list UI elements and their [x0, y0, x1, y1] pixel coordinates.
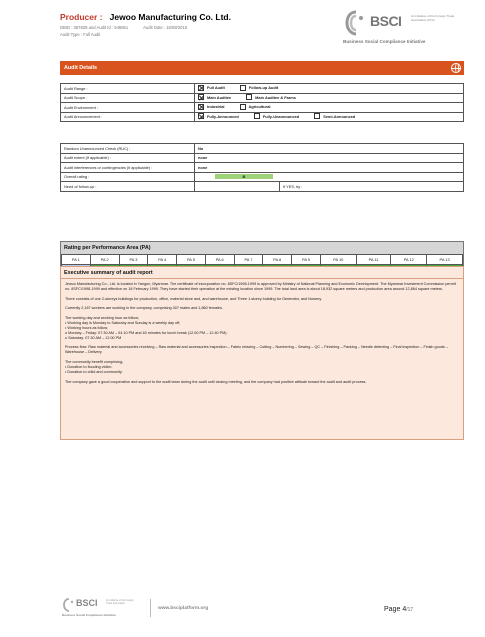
- extent-label: Audit extent (if applicable) :: [61, 153, 195, 163]
- audit-details-bar: [60, 61, 464, 75]
- overall-rating-cell: [195, 172, 464, 182]
- option-fully-unannounced: Fully-Unannounced: [254, 113, 299, 119]
- logo-brand: BSCI: [370, 13, 402, 29]
- company-name: Jewoo Manufacturing Co. Ltd.: [109, 12, 231, 22]
- audit-range-row: [61, 84, 464, 94]
- overall-rating-label: Overall rating :: [61, 172, 195, 182]
- checkbox-empty-icon: [240, 104, 246, 110]
- summary-paragraph: Jewoo Manufacturing Co., Ltd. is located in Yangon, Myanmar. The certificate of incorporation no. 8SFC/1998-1999 is approved by Ministry of National Planning and Economic Development. The Myanmar Investment Commission permit no. 8SFC/1998-1999 and effective on 18 February 1999. They have started their operation at the existing location since 1999. The total land area is about 18,932 square meters and production area around 12,864 square meters.: [65, 282, 456, 291]
- audit-announcement-row: [61, 112, 464, 122]
- pa-header-cell: PA 6: [205, 255, 234, 265]
- bsci-emblem-icon: [62, 598, 76, 612]
- checkbox-checked-icon: [198, 113, 204, 119]
- pa-header-cell: PA 12: [391, 255, 427, 265]
- option-follow-up-audit: Follow-up Audit: [240, 85, 278, 91]
- footer-divider: [150, 599, 151, 617]
- option-fully-announced: Fully-Announced: [198, 113, 239, 119]
- option-main-auditee: Main Auditee: [198, 94, 231, 100]
- summary-paragraph: Currently 2,167 workers are working in the company, comprising 307 males and 1,860 females.: [65, 306, 223, 311]
- audit-environment-options: [195, 103, 464, 113]
- footer-tagline: An initiative of the Foreign Trade Association: [106, 599, 134, 605]
- pa-header-cell: PA 7: [234, 255, 263, 265]
- pa-header-cell: PA 2: [90, 255, 119, 265]
- globe-icon: [451, 63, 461, 73]
- pa-header-cell: PA 11: [356, 255, 391, 265]
- overall-rating-badge: B: [215, 174, 273, 179]
- pa-header-cell: PA 9: [292, 255, 321, 265]
- audit-announcement-options: [195, 112, 464, 122]
- footer-brand: BSCI: [76, 598, 98, 608]
- checkbox-checked-icon: [198, 94, 204, 100]
- option-semi-announced: Semi-Announced: [314, 113, 355, 119]
- audit-type: Audit Type : Full Audit: [60, 32, 101, 37]
- audit-announcement-label: Audit Announcement :: [61, 112, 195, 122]
- checkbox-checked-icon: [198, 104, 204, 110]
- checkbox-empty-icon: [240, 85, 246, 91]
- pa-header-cell: PA 1: [62, 255, 91, 265]
- option-main-auditee-farms: Main Auditee & Farms: [246, 94, 296, 100]
- audit-details-table: [60, 83, 464, 122]
- audit-environment-row: [61, 103, 464, 113]
- option-industrial: Industrial: [198, 104, 225, 110]
- audit-date: Audit Date : 16/08/2016: [143, 25, 188, 30]
- checkbox-empty-icon: [246, 94, 252, 100]
- follow-up-row: [61, 182, 464, 192]
- bsci-logo: [343, 10, 453, 48]
- ruc-value: No: [195, 144, 464, 154]
- pa-header-cell: PA 4: [148, 255, 177, 265]
- extent-value: none: [195, 153, 464, 163]
- footer-subtitle: Business Social Compliance Initiative: [62, 613, 116, 617]
- page-total: /17: [406, 607, 414, 613]
- performance-area-header-row: [62, 255, 463, 265]
- extent-row: [61, 153, 464, 163]
- checkbox-empty-icon: [254, 113, 260, 119]
- footer-bsci-logo: [62, 598, 152, 620]
- summary-paragraph: The company gave a good cooperation and support to the audit team during the audit until closing meeting, and the company had positive attitude toward the audit and audit process.: [65, 379, 367, 384]
- interferences-value: none: [195, 163, 464, 173]
- summary-paragraph: There consists of one 2-storeys buildings for production, office, material store and, and warehouse, and Three 1-storey building for Generator, and Nursery.: [65, 296, 323, 301]
- pa-header-cell: PA 5: [177, 255, 206, 265]
- logo-subtitle: Business Social Compliance Initiative: [343, 39, 426, 44]
- audit-scope-row: [61, 93, 464, 103]
- executive-summary: [60, 266, 464, 440]
- ruc-label: Random Unannounced Check (RUC) :: [61, 144, 195, 154]
- page-current: 4: [402, 606, 407, 613]
- page-number: [384, 606, 413, 613]
- option-full-audit: Full Audit: [198, 85, 225, 91]
- dbid-text: DBID : 387828 and Audit Id : 546651: [60, 25, 129, 30]
- audit-range-label: Audit Range :: [61, 84, 195, 94]
- ruc-row: [61, 144, 464, 154]
- audit-range-options: [195, 84, 464, 94]
- performance-area-title: Rating per Performance Area (PA): [61, 242, 463, 254]
- pa-header-cell: PA 13: [427, 255, 463, 265]
- executive-summary-title: Executive summary of audit report: [61, 267, 463, 279]
- pa-header-cell: PA 10: [320, 255, 356, 265]
- option-agricultural: Agricultural: [240, 104, 271, 110]
- checkbox-checked-icon: [198, 85, 204, 91]
- audit-environment-label: Audit Environment :: [61, 103, 195, 113]
- footer-url-link[interactable]: www.bsciplatform.org: [158, 606, 209, 611]
- if-yes-label: If YES, by :: [283, 183, 303, 189]
- audit-scope-options: [195, 93, 464, 103]
- overall-rating-row: [61, 172, 464, 182]
- logo-tagline: An initiative of the Foreign Trade Association (FTA): [411, 14, 455, 22]
- audit-details-title: Audit Details: [64, 65, 97, 71]
- summary-paragraph: Process flow: Raw material and accessories receiving – Raw material and accessories inspection – Fabric relaxing – Cutting – Numbering – Sewing – QC – Finishing – Packing – Needle detecting – Final inspection – Finish goods – Warehouse – Delivery: [65, 345, 448, 355]
- executive-summary-body: [61, 279, 463, 392]
- audit-scope-label: Audit Scope :: [61, 93, 195, 103]
- page-label: Page: [384, 606, 401, 613]
- pa-header-cell: PA 8: [263, 255, 292, 265]
- bsci-emblem-icon: [343, 10, 369, 36]
- summary-paragraph: The working day and working hour as follow; • Working day is Monday to Saturday and Sunday is a weekly day off; • Working hours as follow; o Monday – Friday: 07.30 AM – 04.10 PM and 40 minutes for lunch break (12.00 PM – 12.40 PM). o Saturday: 07.30 AM – 12.00 PM: [65, 315, 228, 340]
- checkbox-empty-icon: [314, 113, 320, 119]
- follow-up-value: [195, 182, 280, 192]
- summary-paragraph: The community benefit comprising; • Donation to flooding victim. • Donation to child and community.: [65, 359, 124, 374]
- if-yes-cell: [280, 182, 464, 192]
- interferences-label: Audit interferences or contingencies (if applicable) :: [61, 163, 195, 173]
- interferences-row: [61, 163, 464, 173]
- audit-extra-table: [60, 143, 464, 192]
- follow-up-label: Need of follow-up :: [61, 182, 195, 192]
- producer-label: Producer :: [60, 12, 103, 22]
- pa-header-cell: PA 3: [119, 255, 148, 265]
